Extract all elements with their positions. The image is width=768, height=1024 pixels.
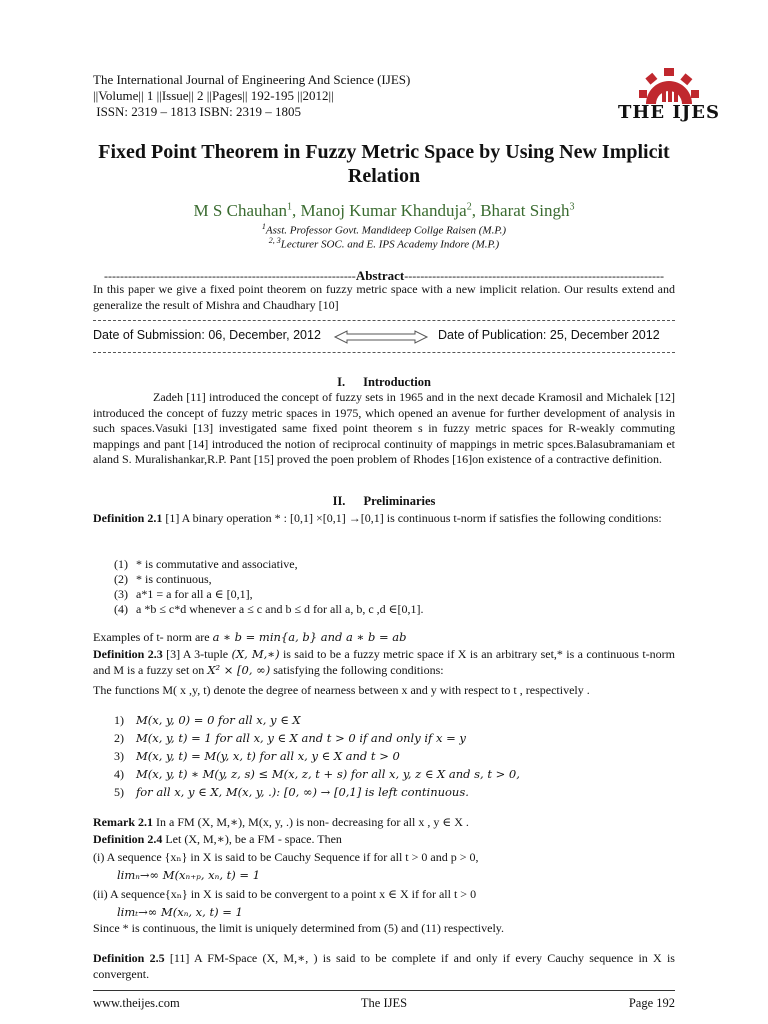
list-item: 3) M(x, y, t) = M(y, x, t) for all x, y ∈ X and t > 0 <box>114 749 400 763</box>
issn-line: ISSN: 2319 – 1813 ISBN: 2319 – 1805 <box>93 104 302 119</box>
definition-label: Definition 2.4 <box>93 832 163 846</box>
affiliation-2 <box>93 236 675 251</box>
convergent-sequence-line: (ii) A sequence{xₙ} in X is said to be convergent to a point x ∈ X if for all t > 0 <box>93 887 477 901</box>
section-introduction-heading <box>93 375 675 390</box>
list-item: (2) * is continuous, <box>114 572 212 586</box>
abstract-heading: Abstract <box>355 268 405 283</box>
affiliation-1-text: Asst. Professor Govt. Mandideep Collge Raisen (M.P.) <box>265 224 507 237</box>
footer-journal: The IJES <box>360 996 408 1010</box>
list-item: (4) a *b ≤ c*d whenever a ≤ c and b ≤ d for all a, b, c ,d ∈[0,1]. <box>114 602 424 616</box>
author-2-sup: 2 <box>466 201 472 213</box>
gear-icon <box>606 66 732 106</box>
affiliation-2-sup: 2, 3 <box>268 236 281 245</box>
affiliation-1-sup: 1 <box>261 222 266 231</box>
double-arrow-icon <box>333 329 429 345</box>
section-title: Introduction <box>363 375 431 389</box>
divider-bottom <box>93 352 675 353</box>
definition-text: [1] A binary operation * : [0,1] ×[0,1] →[0,1] is continuous t-norm if satisfies the following conditions: <box>162 511 662 525</box>
section-number: I. <box>337 375 346 389</box>
definition-label: Definition 2.5 <box>93 951 165 965</box>
submission-date: Date of Submission: 06, December, 2012 <box>93 328 321 342</box>
author-2: Manoj Kumar Khanduja <box>300 201 467 220</box>
ijes-logo <box>606 66 732 124</box>
since-continuous-line: Since * is continuous, the limit is uniquely determined from (5) and (11) respectively. <box>93 921 505 935</box>
author-1-sup: 1 <box>287 201 293 213</box>
footer-page-number: Page 192 <box>628 996 675 1010</box>
list-item: 2) M(x, y, t) = 1 for all x, y ∈ X and t > 0 if and only if x = y <box>114 731 466 745</box>
author-3: Bharat Singh <box>480 201 570 220</box>
list-item: (3) a*1 = a for all a ∈ [0,1], <box>114 587 253 601</box>
section-number: II. <box>332 494 346 508</box>
divider-top <box>93 320 675 321</box>
definition-2-3: Definition 2.3 [3] A 3-tuple (X, M,∗) is said to be a fuzzy metric space if X is an arbitrary set,* is a continuous t-norm and M is a fuzzy set on X² × [0, ∞) satisfying the following conditions: <box>93 647 676 677</box>
cauchy-limit: limₙ→∞ M(xₙ₊ₚ, xₙ, t) = 1 <box>117 868 261 882</box>
section-preliminaries-heading <box>93 494 675 509</box>
definition-2-4: Definition 2.4 Let (X, M,∗), be a FM - space. Then <box>93 832 342 846</box>
convergent-limit: limₜ→∞ M(xₙ, x, t) = 1 <box>117 905 243 919</box>
definition-2-1 <box>93 511 675 527</box>
cauchy-sequence-line: (i) A sequence {xₙ} in X is said to be Cauchy Sequence if for all t > 0 and p > 0, <box>93 850 479 864</box>
tnorm-examples-math: a ∗ b = min{a, b} and a ∗ b = ab <box>212 630 407 644</box>
journal-name: The International Journal of Engineering And Science (IJES) <box>93 72 411 87</box>
definition-label: Definition 2.1 <box>93 511 163 525</box>
paper-title: Fixed Point Theorem in Fuzzy Metric Space by Using New Implicit Relation <box>98 141 670 187</box>
definition-2-3-functions: The functions M( x ,y, t) denote the degree of nearness between x and y with respect to t , respectively . <box>93 683 590 697</box>
list-item: 1) M(x, y, 0) = 0 for all x, y ∈ X <box>114 713 301 727</box>
footer-rule <box>93 990 675 991</box>
list-item: (1) * is commutative and associative, <box>114 557 298 571</box>
author-list: M S Chauhan$^1$, Manoj Kumar Khanduja$^2$, Bharat Singh$^3$ <box>193 201 575 220</box>
footer-website-link[interactable]: www.theijes.com <box>93 996 180 1010</box>
author-1: M S Chauhan <box>193 201 288 220</box>
introduction-paragraph: Zadeh [11] introduced the concept of fuzzy sets in 1965 and in the next decade Kramosil and Michalek [12] introduced the concept of fuzzy metric spaces in 1975, which opened an avenue for further development of analysis in such spaces.Vasuki [13] investigated same fixed point theorem s in fuzzy metric spaces for R-weakly commuting mappings and pant [14] introduced the notion of reciprocal continuity of mappings in metric spces.Balasubramaniam et aland S. Muralishankar,R.P. Pant [15] proved the poen problem of Rhodes [16]on existence of a contractive definition. <box>93 390 675 467</box>
affiliation-1 <box>93 222 675 237</box>
author-3-sup: 3 <box>569 201 575 213</box>
abstract-heading-line: ---------------------------------------------------------------Abstract----------------------------------------------------------------- <box>104 268 664 283</box>
tnorm-examples: Examples of t- norm are a ∗ b = min{a, b} and a ∗ b = ab <box>93 630 407 644</box>
definition-label: Definition 2.3 <box>93 647 163 661</box>
logo-text: THE IJES <box>617 102 721 123</box>
abstract-text: In this paper we give a fixed point theorem on fuzzy metric space with a new implicit relation. Our results extend and generalize the result of Mishra and Chaudhary [10] <box>93 282 675 312</box>
affiliation-2-text: Lecturer SOC. and E. IPS Academy Indore (M.P.) <box>280 238 500 251</box>
journal-header <box>93 72 410 120</box>
list-item: 4) M(x, y, t) ∗ M(y, z, s) ≤ M(x, z, t + s) for all x, y, z ∈ X and s, t > 0, <box>114 767 520 781</box>
remark-label: Remark 2.1 <box>93 815 153 829</box>
definition-2-5: Definition 2.5 [11] A FM-Space (X, M,∗, ) is said to be complete if and only if every Cauchy sequence in X is convergent. <box>93 951 675 981</box>
volume-line: ||Volume|| 1 ||Issue|| 2 ||Pages|| 192-195 ||2012|| <box>93 88 334 103</box>
remark-2-1: Remark 2.1 In a FM (X, M,∗), M(x, y, .) is non- decreasing for all x , y ∈ X . <box>93 815 469 829</box>
publication-date: Date of Publication: 25, December 2012 <box>438 328 660 342</box>
section-title: Preliminaries <box>363 494 436 508</box>
list-item: 5) for all x, y ∈ X, M(x, y, .): [0, ∞) → [0,1] is left continuous. <box>114 785 469 799</box>
